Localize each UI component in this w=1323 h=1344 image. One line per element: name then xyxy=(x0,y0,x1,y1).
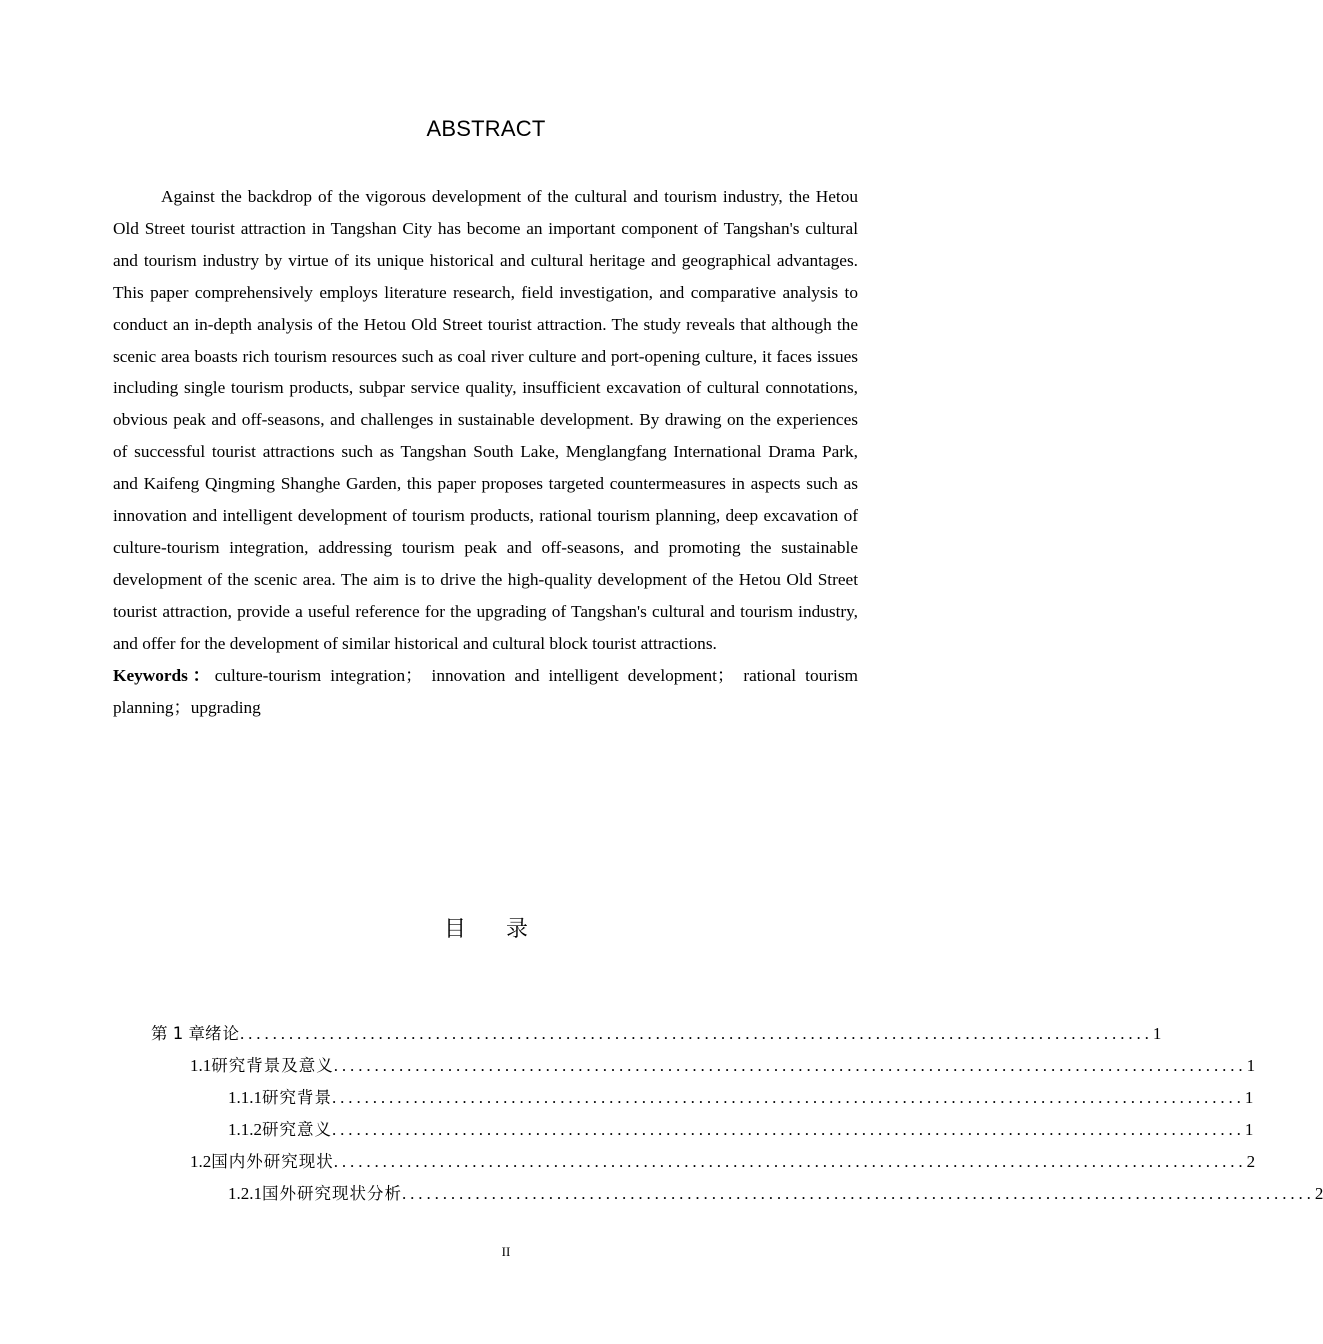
keywords-line xyxy=(113,660,858,724)
toc-entry-number: 1.2.1 xyxy=(228,1184,262,1203)
toc-entry[interactable] xyxy=(228,1180,1323,1208)
toc-entry-text: 国外研究现状分析 xyxy=(262,1184,402,1203)
toc-title-char-2: 录 xyxy=(506,917,529,942)
toc-leader-dots: ................................................................................................................ xyxy=(332,1088,1245,1107)
toc-entry[interactable] xyxy=(228,1084,1254,1112)
toc-entry-text: 研究背景 xyxy=(262,1088,332,1107)
toc-entry-number: 第 1 章 xyxy=(151,1024,205,1043)
keywords-label: Keywords： xyxy=(113,665,215,685)
page-number: II xyxy=(501,1244,511,1259)
toc-entry-text: 研究背景及意义 xyxy=(211,1056,334,1075)
toc-entry-number: 1.1.1 xyxy=(228,1088,262,1107)
toc-entry[interactable] xyxy=(228,1116,1254,1144)
toc-title xyxy=(0,912,972,943)
toc-leader-dots: ................................................................................................................ xyxy=(402,1184,1315,1203)
toc-entry-number: 1.1.2 xyxy=(228,1120,262,1139)
toc-entry-page: 1 xyxy=(1244,1120,1254,1139)
toc-entry-text: 国内外研究现状 xyxy=(211,1152,334,1171)
toc-entry[interactable] xyxy=(190,1148,1256,1176)
toc-entry[interactable] xyxy=(151,1020,1162,1048)
toc-entry-page: 2 xyxy=(1246,1152,1256,1171)
toc-entry-page: 1 xyxy=(1246,1056,1256,1075)
toc-title-char-1: 目 xyxy=(443,917,466,942)
toc-leader-dots: ................................................................................................................ xyxy=(333,1056,1247,1075)
toc-entry[interactable] xyxy=(190,1052,1256,1080)
keywords-text: culture-tourism integration； innovation and intelligent development； rational tourism planning；upgrading xyxy=(113,665,858,717)
toc-entry-page: 1 xyxy=(1244,1088,1254,1107)
abstract-paragraph: Against the backdrop of the vigorous development of the cultural and tourism industry, the Hetou Old Street tourist attraction in Tangshan City has become an important component of Tangshan's cultural and tourism industry by virtue of its unique historical and cultural heritage and geographical advantages. This paper comprehensively employs literature research, field investigation, and comparative analysis to conduct an in-depth analysis of the Hetou Old Street tourist attraction. The study reveals that although the scenic area boasts rich tourism resources such as coal river culture and port-opening culture, it faces issues including single tourism products, subpar service quality, insufficient excavation of cultural connotations, obvious peak and off-seasons, and challenges in sustainable development. By drawing on the experiences of successful tourist attractions such as Tangshan South Lake, Menglangfang International Drama Park, and Kaifeng Qingming Shanghe Garden, this paper proposes targeted countermeasures in aspects such as innovation and intelligent development of tourism products, rational tourism planning, deep excavation of culture-tourism integration, addressing tourism peak and off-seasons, and promoting the sustainable development of the scenic area. The aim is to drive the high-quality development of the Hetou Old Street tourist attraction, provide a useful reference for the upgrading of Tangshan's cultural and tourism industry, and offer for the development of similar historical and cultural block tourist attractions. xyxy=(113,187,858,653)
toc-entry-page: 1 xyxy=(1152,1024,1162,1043)
abstract-body xyxy=(113,181,858,723)
toc-entry-text: 绪论 xyxy=(205,1024,240,1043)
abstract-title: ABSTRACT xyxy=(426,116,546,141)
toc-entry-page: 2 xyxy=(1314,1184,1323,1203)
toc-leader-dots: ................................................................................................................ xyxy=(240,1024,1153,1043)
toc-leader-dots: ................................................................................................................ xyxy=(333,1152,1247,1171)
toc-leader-dots: ................................................................................................................ xyxy=(332,1120,1245,1139)
toc-entry-number: 1.2 xyxy=(190,1152,212,1171)
toc-entry-number: 1.1 xyxy=(190,1056,212,1075)
toc-entry-text: 研究意义 xyxy=(262,1120,332,1139)
